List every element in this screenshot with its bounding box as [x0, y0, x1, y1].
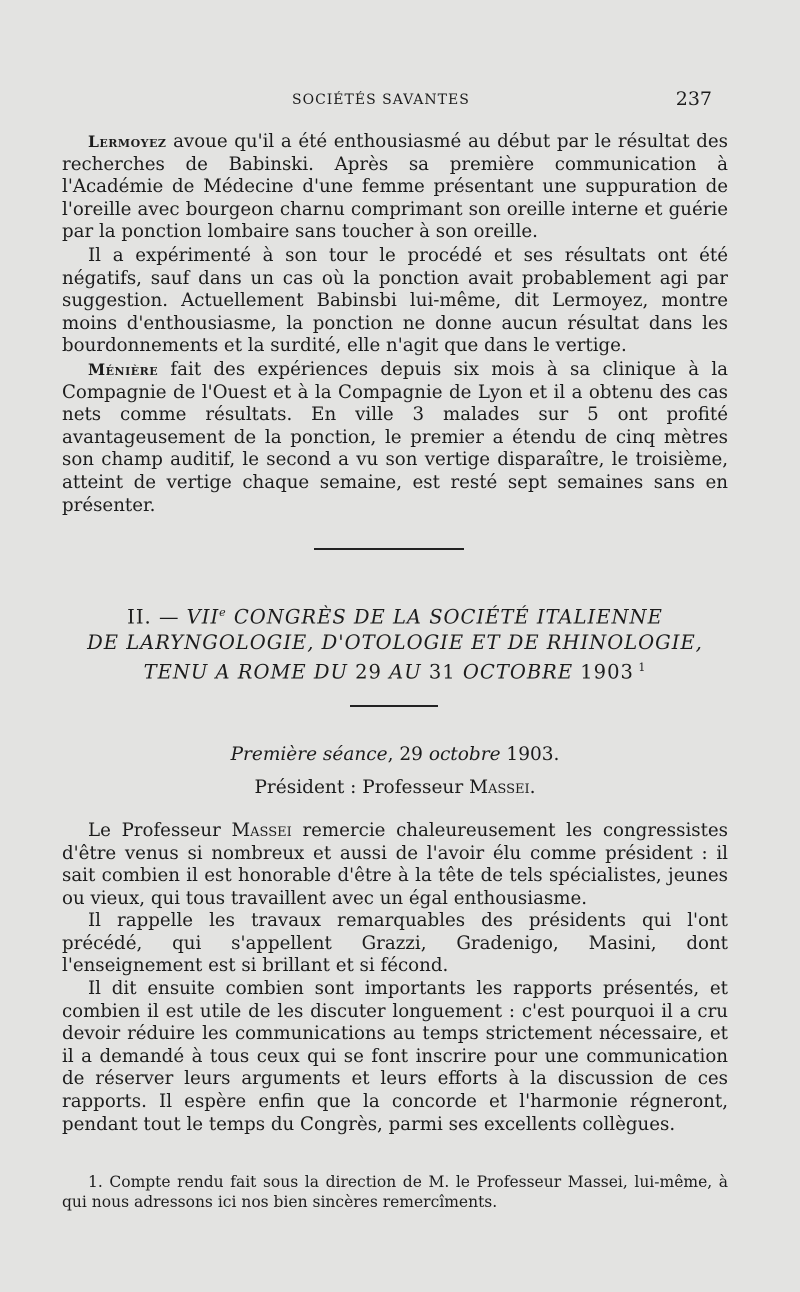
paragraph-meniere [62, 359, 728, 517]
section-heading-line2: DE LARYNGOLOGIE, D'OTOLOGIE ET DE RHINOLOGIE, [87, 630, 703, 654]
page-number: 237 [675, 88, 712, 110]
paragraph-massei: Le Professeur Massei remercie chaleureusement les congressistes d'être venus si nombreux et aussi de l'avoir élu comme président : il sait combien il est honorable d'être à la tête de tels spécialistes, jeunes ou vieux, qui tous travaillent avec un égal enthousiasme. [62, 820, 728, 909]
paragraph-text: fait des expériences depuis six mois à sa clinique à la Compagnie de l'Ouest et à la Compagnie de Lyon et il a obtenu des cas nets comme résultats. En ville 3 malades sur 5 ont profité avantageusement de la ponction, le premier a étendu de cinq mètres son champ auditif, le second a vu son vertige disparaître, le troisième, atteint de vertige chaque semaine, est resté sept semaines sans en présenter. [62, 359, 728, 516]
section-heading-line3: TENU A ROME DU 29 AU 31 OCTOBRE 1903 $^1$ [143, 660, 647, 683]
divider-rule [314, 548, 464, 550]
section-heading [62, 600, 728, 684]
paragraph-lermoyez [62, 131, 728, 244]
seance-heading: Première séance, 29 octobre 1903. [230, 744, 560, 765]
section-heading-line1: II. — VIIe CONGRÈS DE LA SOCIÉTÉ ITALIENNE [127, 605, 663, 629]
president-line: Président : Professeur Massei. [254, 777, 536, 798]
running-head-title: SOCIÉTÉS SAVANTES [292, 92, 470, 108]
paragraph-experiment: Il a expérimenté à son tour le procédé et ses résultats ont été négatifs, sauf dans un cas où la ponction avait probablement agi par suggestion. Actuellement Babinsbi lui-même, dit Lermoyez, montre moins d'enthousiasme, la ponction ne donne aucun résultat dans les bourdonnements et la surdité, elle n'agit que dans le vertige. [62, 245, 728, 357]
speaker-name: Lermoyez [88, 132, 167, 151]
paragraph-text: avoue qu'il a été enthousiasmé au début par le résultat des recherches de Babinski. Après sa première communication à l'Académie de Médecine d'une femme présentant une suppuration de l'oreille avec bourgeon charnu comprimant son oreille interne et guérie par la ponction lombaire sans toucher à son oreille. [62, 131, 728, 243]
paragraph-rapports: Il dit ensuite combien sont importants les rapports présentés, et combien il est utile de les discuter longuement : c'est pourquoi il a cru devoir réduire les communications au temps strictement nécessaire, et il a demandé à tous ceux qui se font inscrire pour une communication de réserver leurs arguments et leurs efforts à la discussion de ces rapports. Il espère enfin que la concorde et l'harmonie régneront, pendant tout le temps du Congrès, parmi ses excellents collègues. [62, 978, 728, 1135]
running-head [60, 88, 720, 114]
speaker-name: Massei [231, 820, 292, 841]
speaker-name: Ménière [88, 360, 159, 379]
divider-rule-short [350, 705, 438, 707]
footnote: 1. Compte rendu fait sous la direction de M. le Professeur Massei, lui-même, à qui nous adressons ici nos bien sincères remercîments. [62, 1173, 728, 1211]
paragraph-presidents: Il rappelle les travaux remarquables des présidents qui l'ont précédé, qui s'appellent Grazzi, Gradenigo, Masini, dont l'enseignement est si brillant et si fécond. [62, 910, 728, 977]
